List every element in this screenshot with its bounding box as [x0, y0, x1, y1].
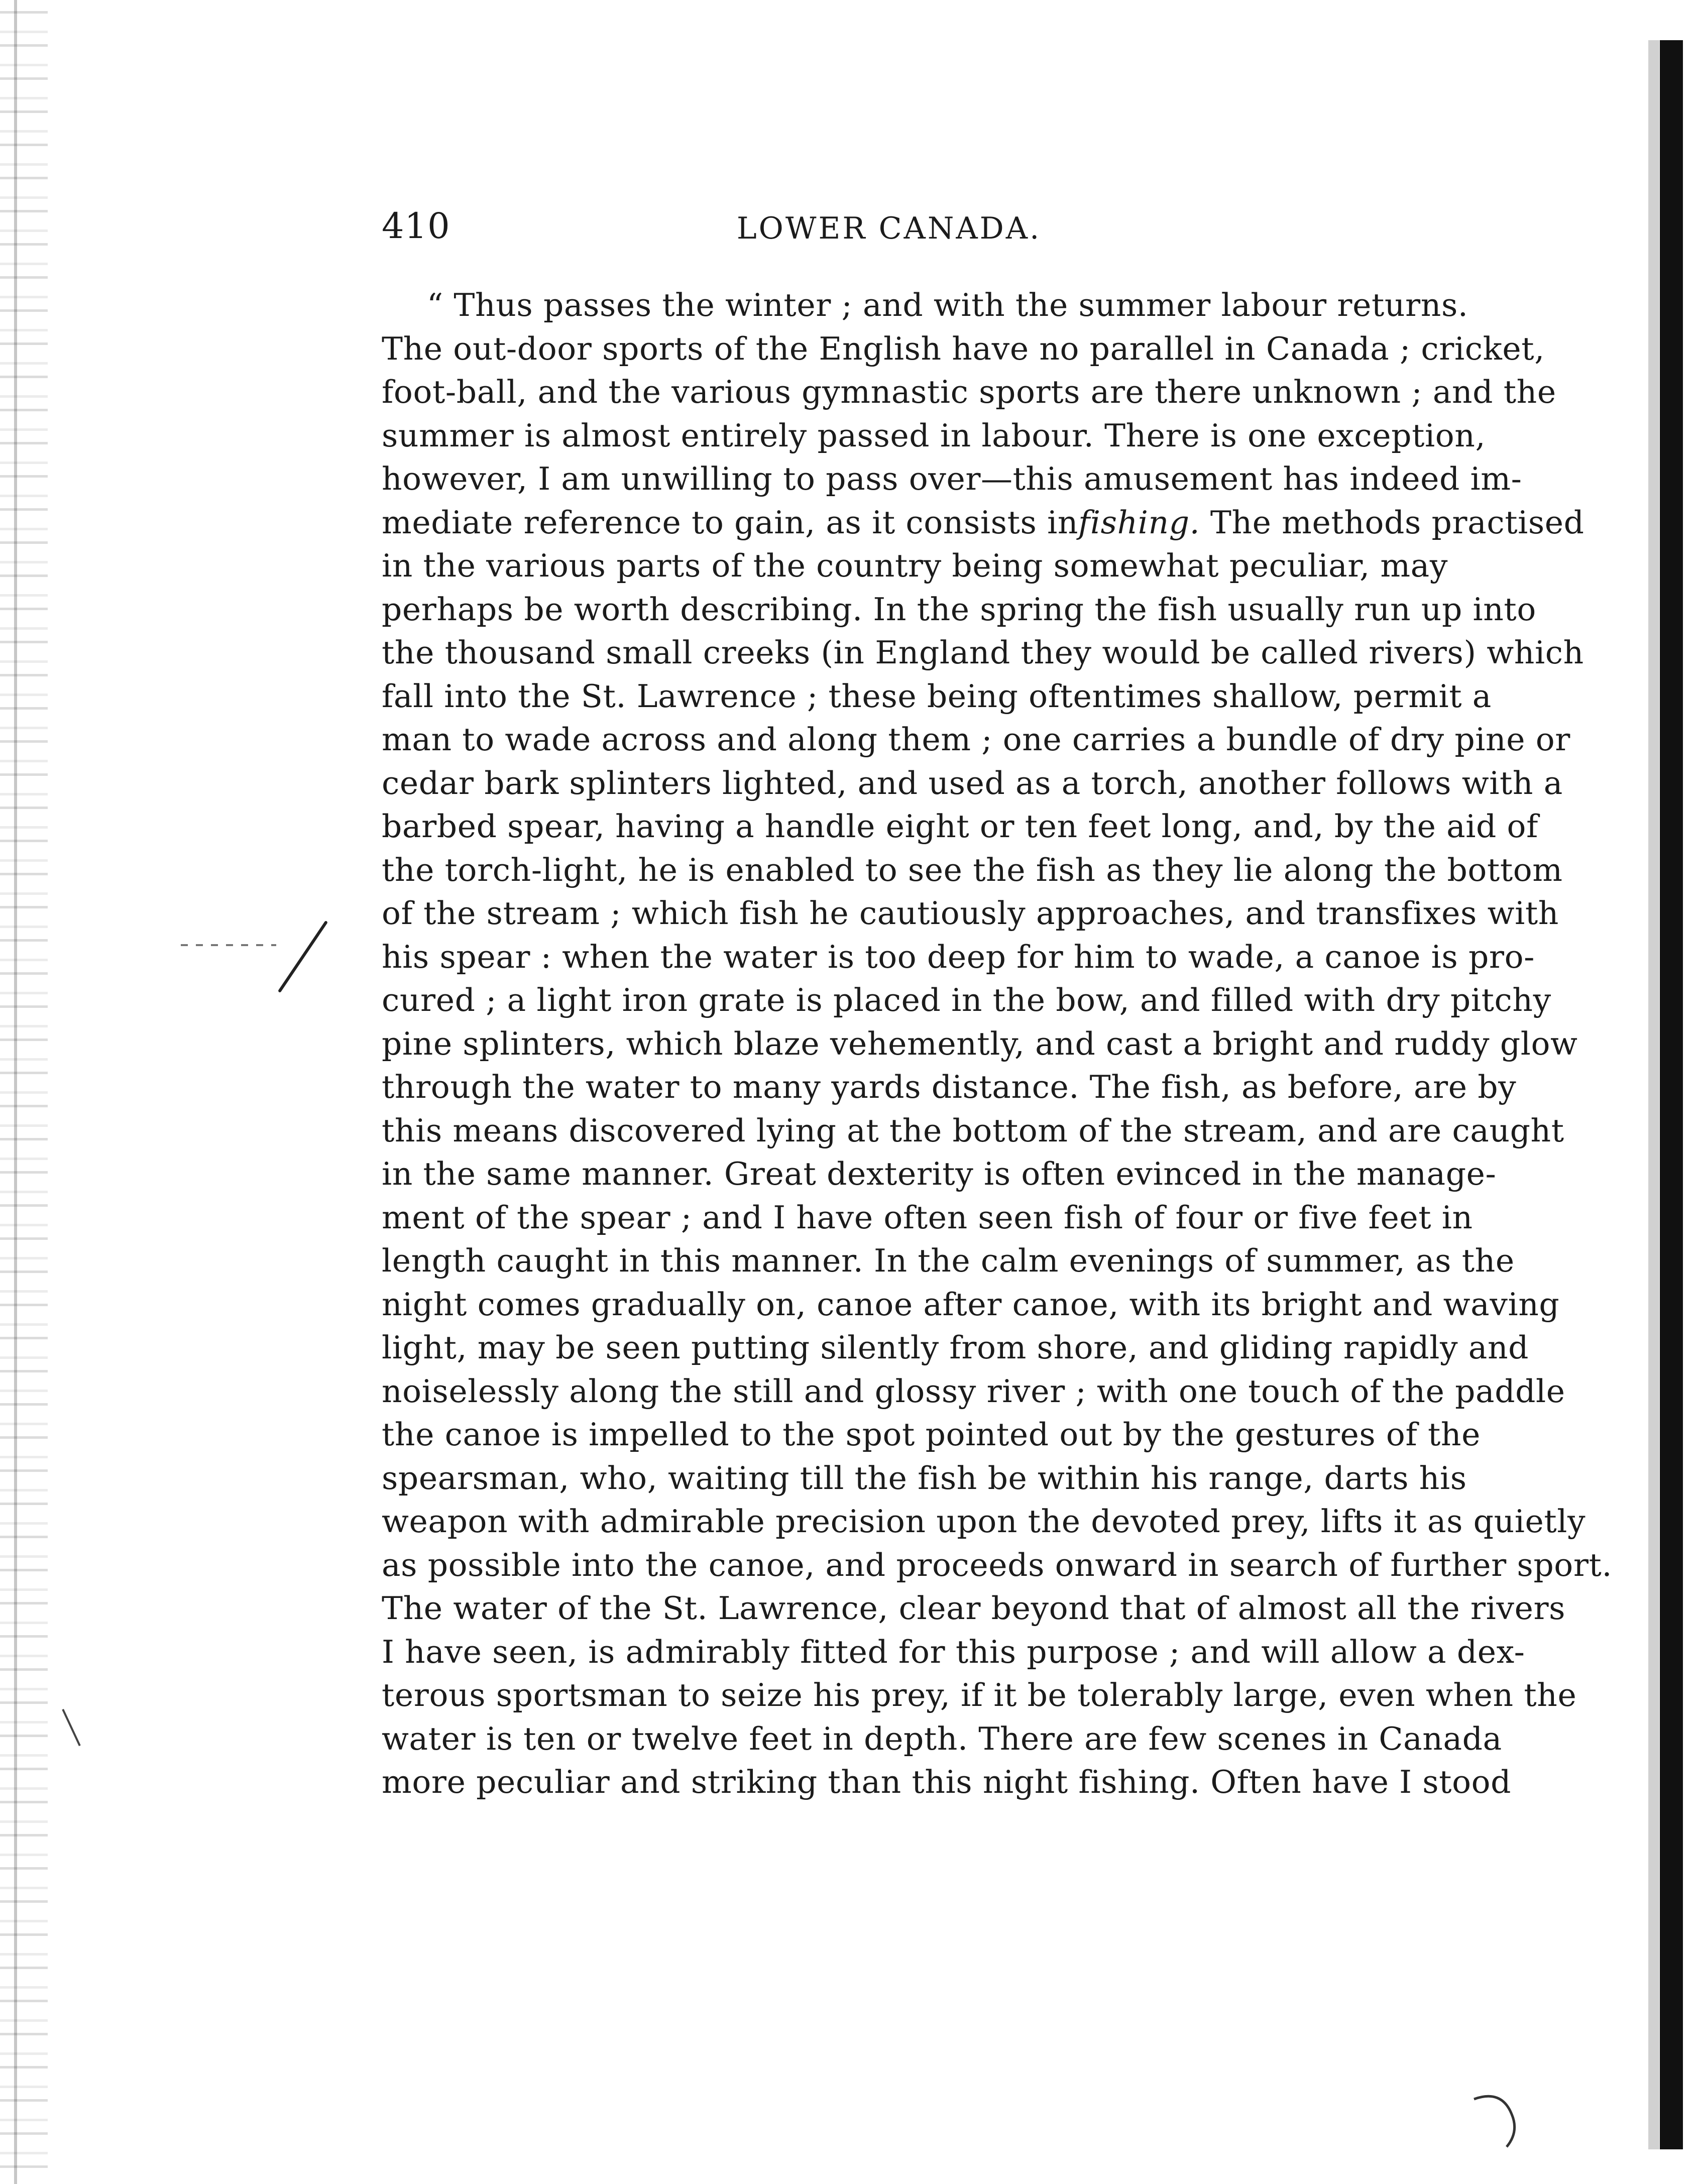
text-line: the canoe is impelled to the spot pointed out by the gestures of the [382, 1416, 1481, 1453]
text-line: barbed spear, having a handle eight or ten feet long, and, by the aid of [382, 808, 1538, 845]
text-line: length caught in this manner. In the calm evenings of summer, as the [382, 1242, 1515, 1279]
text-line: spearsman, who, waiting till the fish be within his range, darts his [382, 1459, 1467, 1497]
text-line: “ Thus passes the winter ; and with the summer labour returns. [427, 287, 1468, 323]
text-line: light, may be seen putting silently from shore, and gliding rapidly and [382, 1329, 1529, 1366]
page-number: 410 [382, 205, 450, 247]
text-line: summer is almost entirely passed in labour. There is one exception, [382, 417, 1486, 454]
text-line: terous sportsman to seize his prey, if it be tolerably large, even when the [382, 1677, 1577, 1713]
text-line: of the stream ; which fish he cautiously approaches, and transfixes with [382, 895, 1559, 932]
body-text [382, 284, 1613, 1804]
text-line: weapon with admirable precision upon the devoted prey, lifts it as quietly [382, 1503, 1586, 1540]
text-line: more peculiar and striking than this night fishing. Often have I stood [382, 1764, 1512, 1800]
text-line-with-italic [382, 501, 1585, 545]
text-fragment: mediate reference to gain, as it consists in [382, 504, 1078, 541]
text-line: his spear : when the water is too deep for him to wade, a canoe is pro- [382, 938, 1535, 975]
text-line: in the various parts of the country being somewhat peculiar, may [382, 547, 1448, 584]
pencil-slash-mark [278, 921, 328, 993]
text-line: man to wade across and along them ; one carries a bundle of dry pine or [382, 721, 1570, 758]
pencil-curve-mark [1472, 2089, 1532, 2149]
text-line: fall into the St. Lawrence ; these being oftentimes shallow, permit a [382, 677, 1492, 715]
running-head: LOWER CANADA. [736, 211, 1042, 246]
text-line: water is ten or twelve feet in depth. There are few scenes in Canada [382, 1720, 1502, 1757]
text-line: noiselessly along the still and glossy river ; with one touch of the paddle [382, 1372, 1565, 1410]
text-line: foot-ball, and the various gymnastic sports are there unknown ; and the [382, 374, 1556, 410]
pencil-dash-mark [181, 944, 276, 946]
text-line: ment of the spear ; and I have often seen fish of four or five feet in [382, 1199, 1473, 1236]
pencil-tick-mark [62, 1709, 80, 1746]
scan-right-shadow [1648, 40, 1659, 2149]
text-line: in the same manner. Great dexterity is often evinced in the manage- [382, 1156, 1497, 1192]
text-line: the thousand small creeks (in England they would be called rivers) which [382, 634, 1584, 671]
text-line: cured ; a light iron grate is placed in the bow, and filled with dry pitchy [382, 982, 1551, 1018]
text-line: through the water to many yards distance. The fish, as before, are by [382, 1069, 1517, 1105]
text-fragment: The methods practised [1200, 504, 1585, 541]
scan-right-edge [1660, 40, 1683, 2149]
scan-binding-line [14, 0, 17, 2184]
text-line: as possible into the canoe, and proceeds onward in search of further sport. [382, 1546, 1613, 1583]
text-line: The out-door sports of the English have no parallel in Canada ; cricket, [382, 330, 1545, 367]
text-line: The water of the St. Lawrence, clear beyond that of almost all the rivers [382, 1590, 1566, 1627]
text-line: I have seen, is admirably fitted for this purpose ; and will allow a dex- [382, 1633, 1525, 1670]
text-line: however, I am unwilling to pass over—this amusement has indeed im- [382, 461, 1522, 497]
text-line: perhaps be worth describing. In the spring the fish usually run up into [382, 591, 1536, 628]
italic-word: fishing. [1078, 504, 1200, 541]
text-line: pine splinters, which blaze vehemently, and cast a bright and ruddy glow [382, 1025, 1578, 1062]
text-line: this means discovered lying at the bottom of the stream, and are caught [382, 1112, 1564, 1149]
text-line: night comes gradually on, canoe after canoe, with its bright and waving [382, 1286, 1560, 1323]
text-line: the torch-light, he is enabled to see the fish as they lie along the bottom [382, 851, 1563, 888]
text-line: cedar bark splinters lighted, and used as a torch, another follows with a [382, 764, 1563, 801]
scan-left-gutter [0, 0, 48, 2184]
